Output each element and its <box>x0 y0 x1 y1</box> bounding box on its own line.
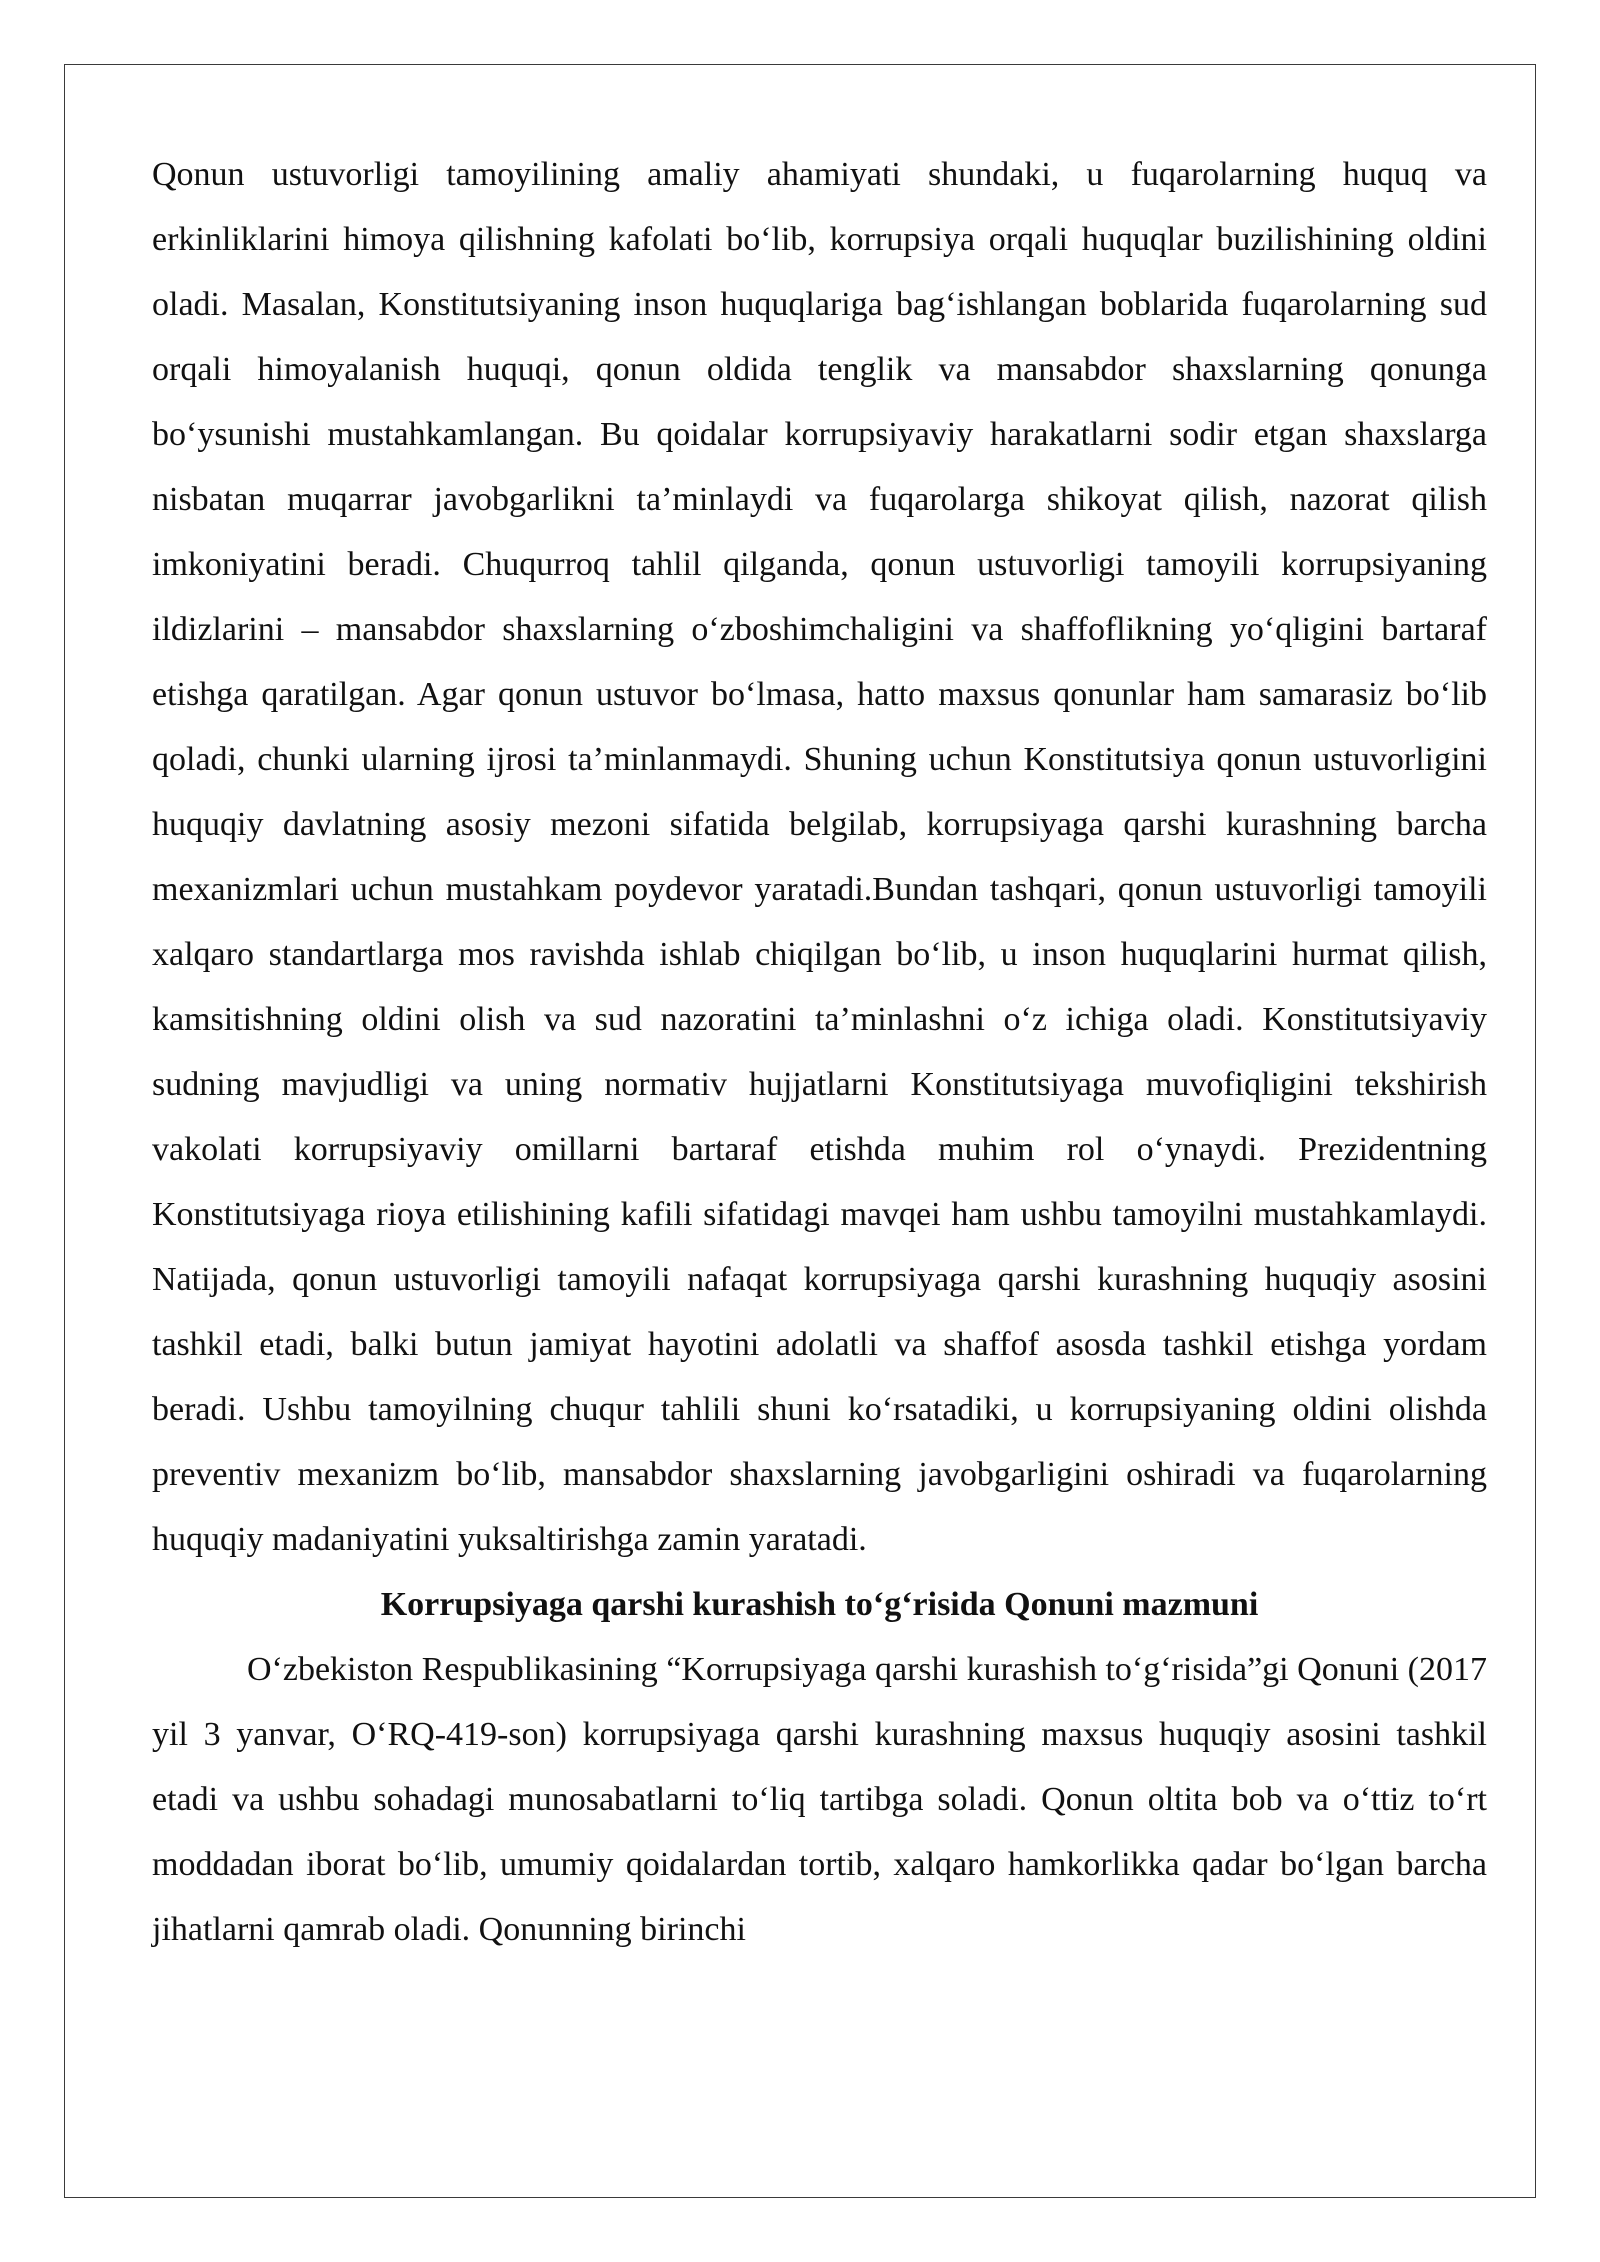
body-paragraph: Qonun ustuvorligi tamoyilining amaliy ahamiyati shundaki, u fuqarolarning huquq va erkinliklarini himoya qilishning kafolati bo‘lib, korrupsiya orqali huquqlar buzilishining oldini oladi. Masalan, Konstitutsiyaning inson huquqlariga bag‘ishlangan boblarida fuqarolarning sud orqali himoyalanish huquqi, qonun oldida tenglik va mansabdor shaxslarning qonunga bo‘ysunishi mustahkamlangan. Bu qoidalar korrupsiyaviy harakatlarni sodir etgan shaxslarga nisbatan muqarrar javobgarlikni ta’minlaydi va fuqarolarga shikoyat qilish, nazorat qilish imkoniyatini beradi. Chuqurroq tahlil qilganda, qonun ustuvorligi tamoyili korrupsiyaning ildizlarini – mansabdor shaxslarning o‘zboshimchaligini va shaffoflikning yo‘qligini bartaraf etishga qaratilgan. Agar qonun ustuvor bo‘lmasa, hatto maxsus qonunlar ham samarasiz bo‘lib qoladi, chunki ularning ijrosi ta’minlanmaydi. Shuning uchun Konstitutsiya qonun ustuvorligini huquqiy davlatning asosiy mezoni sifatida belgilab, korrupsiyaga qarshi kurashning barcha mexanizmlari uchun mustahkam poydevor yaratadi.Bundan tashqari, qonun ustuvorligi tamoyili xalqaro standartlarga mos ravishda ishlab chiqilgan bo‘lib, u inson huquqlarini hurmat qilish, kamsitishning oldini olish va sud nazoratini ta’minlashni o‘z ichiga oladi. Konstitutsiyaviy sudning mavjudligi va uning normativ hujjatlarni Konstitutsiyaga muvofiqligini tekshirish vakolati korrupsiyaviy omillarni bartaraf etishda muhim rol o‘ynaydi. Prezidentning Konstitutsiyaga rioya etilishining kafili sifatidagi mavqei ham ushbu tamoyilni mustahkamlaydi. Natijada, qonun ustuvorligi tamoyili nafaqat korrupsiyaga qarshi kurashning huquqiy asosini tashkil etadi, balki butun jamiyat hayotini adolatli va shaffof asosda tashkil etishga yordam beradi. Ushbu tamoyilning chuqur tahlili shuni ko‘rsatadiki, u korrupsiyaning oldini olishda preventiv mexanizm bo‘lib, mansabdor shaxslarning javobgarligini oshiradi va fuqarolarning huquqiy madaniyatini yuksaltirishga zamin yaratadi. <box>152 156 1487 1558</box>
section-heading: Korrupsiyaga qarshi kurashish to‘g‘risida Qonuni mazmuni <box>380 1586 1259 1623</box>
body-paragraph: O‘zbekiston Respublikasining “Korrupsiyaga qarshi kurashish to‘g‘risida”gi Qonuni (2017 yil 3 yanvar, O‘RQ-419-son) korrupsiyaga qarshi kurashning maxsus huquqiy asosini tashkil etadi va ushbu sohadagi munosabatlarni to‘liq tartibga soladi. Qonun oltita bob va o‘ttiz to‘rt moddadan iborat bo‘lib, umumiy qoidalardan tortib, xalqaro hamkorlikka qadar bo‘lgan barcha jihatlarni qamrab oladi. Qonunning birinchi <box>152 1651 1487 1948</box>
document-body <box>152 142 1487 1962</box>
